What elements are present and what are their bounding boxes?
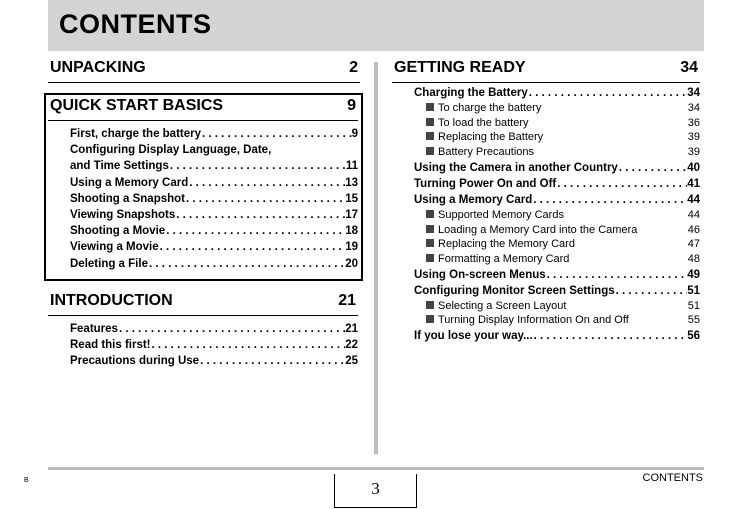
square-bullet-icon [426, 315, 434, 323]
entry-page: 21 [345, 323, 358, 335]
toc-subentry[interactable] [414, 252, 700, 267]
toc-entry[interactable] [70, 207, 358, 223]
section-page: 21 [338, 292, 356, 309]
toc-subentry[interactable] [414, 116, 700, 131]
toc-entry[interactable] [414, 160, 700, 176]
entry-text: Using the Camera in another Country [414, 161, 618, 174]
dot-leader [188, 175, 345, 191]
entry-page: 51 [687, 284, 700, 297]
dot-leader [615, 283, 688, 299]
subentry-page: 36 [687, 116, 700, 129]
section-page: 34 [680, 59, 698, 76]
entry-page: 15 [345, 192, 358, 205]
toc-entry[interactable] [414, 192, 700, 208]
subentry-page: 39 [687, 131, 700, 144]
entry-page: 18 [345, 225, 358, 238]
entry-page: 11 [345, 160, 358, 173]
square-bullet-icon [426, 239, 434, 247]
entry-text: Configuring Monitor Screen Settings [414, 284, 615, 297]
dot-leader [118, 321, 345, 337]
entry-page: 19 [345, 241, 358, 254]
toc-entry-line[interactable]: Configuring Display Language, Date, [70, 144, 272, 157]
toc-subentry[interactable] [414, 208, 700, 223]
header-banner [48, 0, 704, 51]
toc-entry[interactable] [70, 223, 358, 239]
subentry-text: Selecting a Screen Layout [438, 299, 567, 312]
entry-text: Shooting a Movie [70, 225, 166, 238]
subentry-page: 44 [687, 209, 700, 222]
entry-text: Charging the Battery [414, 87, 528, 99]
dot-leader [533, 328, 688, 344]
entry-page: 22 [345, 339, 358, 352]
column-divider [374, 62, 378, 454]
dot-leader [175, 207, 345, 223]
entry-page: 17 [345, 208, 358, 221]
square-bullet-icon [426, 225, 434, 233]
entry-page: 13 [345, 176, 358, 189]
toc-subentry[interactable] [414, 299, 700, 314]
page-number: 3 [334, 474, 417, 508]
toc-subentry[interactable] [414, 237, 700, 252]
square-bullet-icon [426, 132, 434, 140]
entry-text: Using a Memory Card [70, 176, 189, 189]
entry-text: Using a Memory Card [414, 193, 533, 206]
subentry-text: Loading a Memory Card into the Camera [438, 223, 638, 236]
section-header [48, 97, 358, 121]
square-bullet-icon [426, 210, 434, 218]
square-bullet-icon [426, 118, 434, 126]
square-bullet-icon [426, 301, 434, 309]
section-unpacking [48, 59, 360, 83]
dot-leader [185, 191, 345, 207]
entry-page: 9 [351, 128, 358, 140]
entry-page: 20 [345, 257, 358, 270]
dot-leader [165, 223, 345, 239]
section-quick-start [48, 97, 358, 272]
toc-subentry[interactable] [414, 101, 700, 116]
toc-entry[interactable] [70, 191, 358, 207]
page-title: CONTENTS [59, 9, 212, 39]
toc-entry[interactable] [70, 337, 358, 353]
dot-leader [199, 353, 345, 369]
section-header [48, 59, 360, 83]
entry-text: Precautions during Use [70, 355, 200, 368]
subentry-page: 46 [687, 223, 700, 236]
toc-entries [48, 316, 358, 370]
dot-leader [148, 256, 345, 272]
toc-entry[interactable] [70, 321, 358, 337]
footer-side-mark: B [24, 477, 29, 484]
entry-text: Viewing a Movie [70, 241, 159, 254]
dot-leader [618, 160, 687, 176]
toc-subentry[interactable] [414, 313, 700, 328]
section-title: UNPACKING [50, 59, 146, 76]
square-bullet-icon [426, 147, 434, 155]
subentry-page: 48 [687, 252, 700, 265]
entry-text: If you lose your way... [414, 330, 533, 343]
subentry-text: Battery Precautions [438, 145, 534, 158]
subentry-page: 47 [687, 238, 700, 251]
toc-entry[interactable] [414, 283, 700, 299]
section-title: QUICK START BASICS [50, 97, 224, 114]
dot-leader [159, 239, 346, 255]
section-header [48, 292, 358, 316]
subentry-page: 55 [687, 314, 700, 327]
section-title: INTRODUCTION [50, 292, 173, 309]
entry-page: 41 [687, 177, 700, 190]
dot-leader [169, 158, 346, 174]
subentry-page: 51 [687, 299, 700, 312]
entry-page: 40 [687, 161, 700, 174]
dot-leader [151, 337, 346, 353]
toc-entry[interactable] [70, 126, 358, 142]
dot-leader [528, 85, 687, 101]
entry-page: 49 [687, 268, 700, 281]
subentry-text: Replacing the Memory Card [438, 238, 575, 251]
entry-page: 34 [687, 87, 700, 99]
subentry-text: Turning Display Information On and Off [438, 314, 629, 327]
toc-entry[interactable] [70, 239, 358, 255]
toc-subentry[interactable] [414, 223, 700, 238]
section-page: 9 [347, 97, 356, 114]
dot-leader [556, 176, 687, 192]
section-title: GETTING READY [394, 59, 526, 76]
section-introduction [48, 292, 358, 370]
toc-subentry[interactable] [414, 130, 700, 145]
toc-entry[interactable] [414, 85, 700, 101]
footer-rule [48, 467, 704, 470]
section-page: 2 [349, 59, 358, 76]
subentry-text: Replacing the Battery [438, 131, 544, 144]
footer-section-label: CONTENTS [642, 472, 703, 484]
entry-page: 44 [687, 193, 700, 206]
dot-leader [201, 126, 352, 142]
entry-text: and Time Settings [70, 160, 169, 173]
subentry-page: 34 [687, 102, 700, 115]
toc-subentry[interactable] [414, 145, 700, 160]
toc-entry[interactable] [70, 175, 358, 191]
square-bullet-icon [426, 103, 434, 111]
dot-leader [546, 267, 688, 283]
entry-page: 25 [345, 355, 358, 368]
toc-entries [392, 83, 700, 344]
entry-text: Viewing Snapshots [70, 208, 176, 221]
entry-page: 56 [687, 330, 700, 343]
entry-text: First, charge the battery [70, 128, 202, 140]
subentry-page: 39 [687, 145, 700, 158]
subentry-text: Formatting a Memory Card [438, 252, 570, 265]
toc-entry[interactable] [414, 176, 700, 192]
entry-text: Deleting a File [70, 257, 148, 270]
entry-text: Using On-screen Menus [414, 268, 546, 281]
toc-entries [48, 121, 358, 272]
entry-text: Read this first! [70, 339, 151, 352]
subentry-text: To load the battery [438, 116, 529, 129]
entry-text: Turning Power On and Off [414, 177, 557, 190]
toc-entry[interactable] [70, 256, 358, 272]
dot-leader [532, 192, 687, 208]
toc-entry[interactable] [70, 158, 358, 174]
section-getting-ready [392, 59, 700, 344]
toc-entry[interactable] [414, 267, 700, 283]
toc-entry[interactable] [70, 353, 358, 369]
square-bullet-icon [426, 254, 434, 262]
toc-entry[interactable] [414, 328, 700, 344]
subentry-text: To charge the battery [438, 102, 542, 115]
entry-text: Features [70, 323, 118, 335]
entry-text: Shooting a Snapshot [70, 192, 185, 205]
section-header [392, 59, 700, 83]
subentry-text: Supported Memory Cards [438, 209, 564, 222]
